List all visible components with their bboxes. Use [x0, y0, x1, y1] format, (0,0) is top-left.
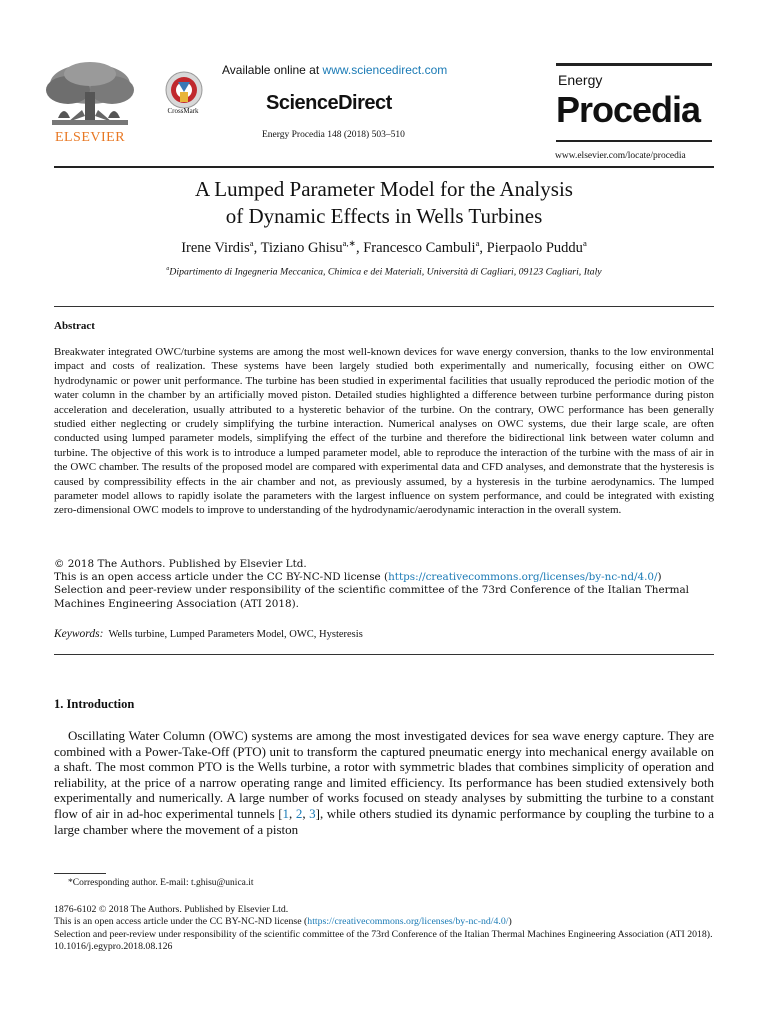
affiliation-mark: a	[166, 266, 170, 272]
author-name: Irene Virdis	[181, 239, 250, 256]
journal-name-large: Procedia	[556, 89, 701, 130]
journal-reference: Energy Procedia 148 (2018) 503–510	[262, 130, 405, 140]
citation-link[interactable]: 2	[295, 805, 303, 821]
footnote-divider	[54, 873, 106, 874]
license-prefix: This is an open access article under the CC BY-NC-ND license (	[54, 571, 389, 584]
header-divider	[54, 166, 714, 168]
title-line-1: A Lumped Parameter Model for the Analysis	[195, 177, 573, 201]
author-name: Tiziano Ghisu	[260, 239, 343, 256]
intro-paragraph: Oscillating Water Column (OWC) systems are among the most investigated devices for sea wave energy capture. They are combined with a Power-Take-Off (PTO) unit to transform the captured pneumatic energy into mechanical energy available on a shaft. The most common PTO is the Wells turbine, a rotor with symmetric blades that combines simplicity of operation and reliability, at the price of a narrow operating range and limited efficiency. Its performance has been studied extensively both experimentally and numerically. A large number of works focused on steady analyses by submitting the turbine to a constant flow of air in ad-hoc experimental tunnels [1, 2, 3], while others studied its dynamic performance by coupling the turbine to a large chamber where the movement of a piston	[54, 728, 714, 837]
available-online	[222, 63, 447, 77]
abstract-text: Breakwater integrated OWC/turbine systems are among the most well-known devices for wave energy conversion, thanks to the low environmental impact and costs of realization. These systems have been largely studied both experimentally and numerically, focusing either on OWC hydrodynamic or power unit performance. The turbine has been studied in experimental facilities that usually reproduced the periodic motion of the water column in the chamber by an artificially moved piston. Detailed studies highlighted a difference between turbine performance during piston acceleration and deceleration, usually attributed to a hysteretic behavior of the turbine. On the contrary, OWC performance has been generally studied either neglecting or crudely simplifying the turbine interaction. Numerical analyses on OWC systems, due their large scale, are often conducted using lumped parameter models, simplifying the effect of the turbine and therefore the bidirectional link between water column and turbine. The objective of this work is to introduce a lumped parameter model, able to reproduce the interaction of the turbine with the mass of air in the OWC chamber. The results of the proposed model are compared with experimental data and CFD analyses, and demonstrate that the hysteresis is caused by compressibility effects in the air chamber and not, as previously assumed, by a hysteresis in the turbine aerodynamics. The lumped parameter model allows to rapidly isolate the parameters with the largest influence on system performance, and could be integrated with existing zero-dimensional OWC models to improve to understanding of the hydrodynamic/aerodynamic interaction in the overall system.	[54, 346, 714, 517]
intro-text-continued: ], while others studied its dynamic performance by coupling the turbine to a large chamber where the movement of a piston	[54, 805, 714, 837]
doi-line[interactable]: 10.1016/j.egypro.2018.08.126	[54, 940, 173, 952]
author-list	[54, 238, 714, 257]
citation-link[interactable]: 1	[282, 805, 290, 821]
author-name: Francesco Cambuli	[363, 239, 476, 256]
available-prefix: Available online at	[222, 63, 323, 77]
footer-license-prefix: This is an open access article under the CC BY-NC-ND license (	[54, 916, 308, 928]
crossmark-label: CrossMark	[167, 107, 199, 115]
author-separator: ,	[355, 239, 364, 256]
footer-license-suffix: )	[508, 916, 512, 928]
issn-line: 1876-6102 © 2018 The Authors. Published by Elsevier Ltd.	[54, 904, 289, 915]
sciencedirect-link[interactable]: www.sciencedirect.com	[322, 63, 448, 77]
intro-text: Oscillating Water Column (OWC) systems are among the most investigated devices for sea wave energy capture. They are combined with a Power-Take-Off (PTO) unit to transform the captured pneumatic energy into mechanical energy available on a shaft. The most common PTO is the Wells turbine, a rotor with symmetric blades that combines simplicity of operation and reliability, at the price of a narrow operating range and limited efficiency. Its performance has been studied extensively both experimentally and numerically. A large number of works focused on steady analyses by submitting the turbine to a constant flow of air in ad-hoc experimental tunnels [	[54, 728, 714, 821]
journal-name-small: Energy	[558, 72, 603, 88]
article-title	[54, 176, 714, 230]
affiliation	[54, 266, 714, 277]
keywords-list: Wells turbine, Lumped Parameters Model, OWC, Hysteresis	[108, 629, 363, 640]
section-heading: 1. Introduction	[54, 697, 135, 711]
journal-logo-top-rule	[556, 63, 712, 66]
author-separator: ,	[253, 239, 261, 256]
author-affil-mark: a	[249, 238, 254, 248]
journal-url[interactable]: www.elsevier.com/locate/procedia	[555, 151, 686, 161]
footer-license-line	[54, 916, 714, 928]
journal-logo-bottom-rule	[556, 140, 712, 142]
sciencedirect-brand: ScienceDirect	[266, 92, 392, 114]
copyright-line: © 2018 The Authors. Published by Elsevier Ltd.	[54, 558, 307, 570]
publisher-name: ELSEVIER	[54, 130, 126, 145]
abstract-heading: Abstract	[54, 320, 95, 332]
author-affil-mark: a,∗	[342, 238, 356, 248]
author-affil-mark: a	[582, 238, 587, 248]
title-line-2: of Dynamic Effects in Wells Turbines	[225, 204, 543, 228]
author-name: Pierpaolo Puddu	[486, 239, 583, 256]
author-separator: ,	[479, 239, 487, 256]
keywords-label: Keywords:	[54, 628, 104, 640]
affiliation-text: Dipartimento di Ingegneria Meccanica, Chimica e dei Materiali, Università di Cagliari, 09123 Cagliari, Italy	[169, 266, 602, 278]
footer-peer-review: Selection and peer-review under responsibility of the scientific committee of the 73rd Conference of the Italian Thermal Machines Engineering Association (ATI 2018).	[54, 928, 713, 940]
footer-license-link[interactable]: https://creativecommons.org/licenses/by-nc-nd/4.0/	[307, 916, 509, 928]
page-footer	[54, 904, 714, 953]
author-affil-mark: a	[475, 238, 480, 248]
license-line	[54, 571, 714, 584]
abstract-top-divider	[54, 306, 714, 307]
copyright-block	[54, 558, 714, 611]
license-link[interactable]: https://creativecommons.org/licenses/by-nc-nd/4.0/	[388, 571, 658, 584]
license-suffix: )	[657, 571, 662, 584]
citation-link[interactable]: 3	[309, 805, 316, 821]
keywords	[54, 628, 714, 640]
abstract-bottom-divider	[54, 654, 714, 655]
peer-review-line: Selection and peer-review under responsibility of the scientific committee of the 73rd Conference of the Italian Thermal Machines Engineering Association (ATI 2018).	[54, 584, 689, 610]
corresponding-author-footnote: *Corresponding author. E-mail: t.ghisu@unica.it	[68, 878, 254, 888]
